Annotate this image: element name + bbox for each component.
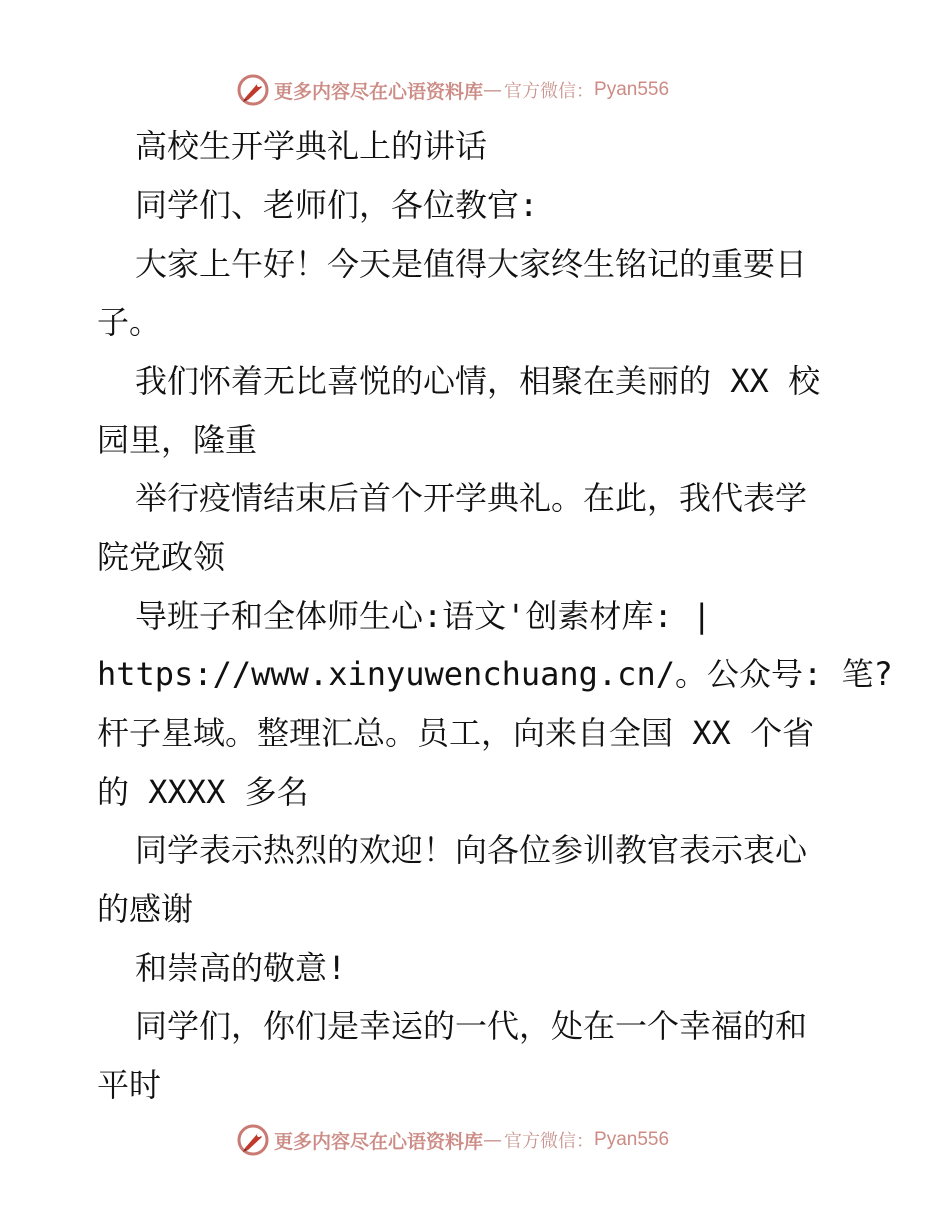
watermark-separator: —	[483, 1129, 503, 1151]
watermark-brand: 更多内容尽在心语资料库	[274, 80, 484, 103]
document-title: 高校生开学典礼上的讲话	[135, 127, 488, 165]
text-line: https://www.xinyuwenchuang.cn/。公众号: 笔?	[97, 655, 893, 693]
text-line: 我们怀着无比喜悦的心情，相聚在美丽的 XX 校	[135, 362, 821, 400]
text-line: 的感谢	[97, 890, 194, 928]
text-line: 院党政领	[97, 538, 226, 576]
text-line: 同学们，你们是幸运的一代，处在一个幸福的和	[135, 1007, 808, 1045]
text-line: 的 XXXX 多名	[97, 773, 309, 811]
watermark-footer	[236, 1123, 669, 1157]
pen-nib-icon	[236, 1123, 270, 1157]
text-line: 同学表示热烈的欢迎！向各位参训教官表示衷心	[135, 831, 808, 869]
text-line: 园里，隆重	[97, 421, 258, 459]
text-line: 同学们、老师们，各位教官:	[135, 186, 539, 224]
text-line: 举行疫情结束后首个开学典礼。在此，我代表学	[135, 479, 808, 517]
text-line: 子。	[97, 303, 162, 341]
text-line: 和崇高的敬意!	[135, 949, 347, 987]
watermark-header	[236, 73, 669, 107]
text-line: 导班子和全体师生心:语文'创素材库: |	[135, 597, 712, 635]
text-line: 大家上午好！今天是值得大家终生铭记的重要日	[135, 245, 808, 283]
watermark-account: Pyan556	[594, 1129, 670, 1150]
text-line: 平时	[97, 1066, 162, 1104]
watermark-brand: 更多内容尽在心语资料库	[274, 1130, 484, 1153]
watermark-official-label: 官方微信：	[504, 81, 595, 102]
watermark-official-label: 官方微信：	[504, 1131, 595, 1152]
watermark-account: Pyan556	[594, 79, 670, 100]
text-line: 杆子星域。整理汇总。员工，向来自全国 XX 个省	[97, 714, 815, 752]
pen-nib-icon	[236, 73, 270, 107]
watermark-separator: —	[483, 79, 503, 101]
